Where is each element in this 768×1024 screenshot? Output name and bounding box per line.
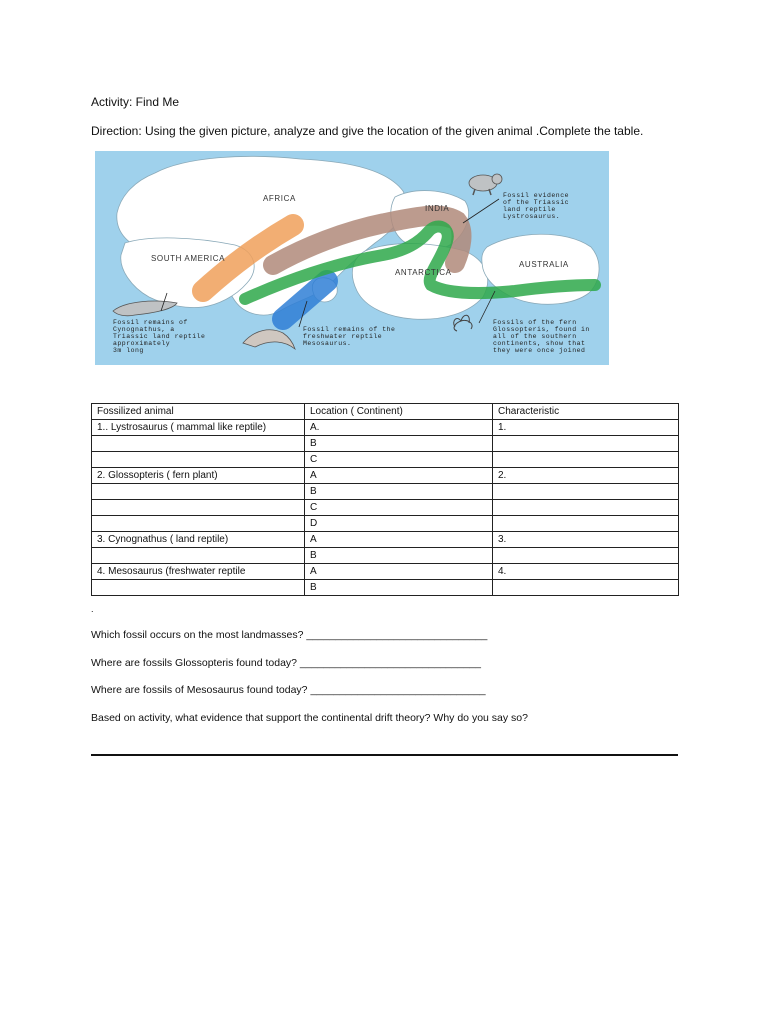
africa-label: AFRICA — [263, 194, 296, 203]
question-4: Based on activity, what evidence that support the continental drift theory? Why do you say so? — [91, 712, 528, 724]
table-header-cell: Characteristic — [493, 404, 679, 420]
note-line: approximately — [113, 340, 171, 347]
activity-title: Activity: Find Me — [91, 95, 180, 109]
table-cell: A — [305, 532, 493, 548]
table-cell: 1.. Lystrosaurus ( mammal like reptile) — [92, 420, 305, 436]
note-line: Fossil remains of — [113, 319, 188, 326]
table-cell: C — [305, 500, 493, 516]
question-3: Where are fossils of Mesosaurus found today? ______________________________ — [91, 684, 486, 696]
table-cell — [92, 436, 305, 452]
note-line: Fossils of the fern — [493, 319, 577, 326]
note-line: continents, show that — [493, 340, 586, 347]
table-header-cell: Fossilized animal — [92, 404, 305, 420]
table-cell — [92, 580, 305, 596]
table-cell: 1. — [493, 420, 679, 436]
table-row — [92, 500, 679, 516]
answer-line — [91, 754, 678, 756]
note-line: Cynognathus, a — [113, 326, 175, 333]
table-cell: C — [305, 452, 493, 468]
note-line: 3m long — [113, 347, 144, 354]
note-line: Glossopteris, found in — [493, 326, 590, 333]
table-cell: 3. Cynognathus ( land reptile) — [92, 532, 305, 548]
note-line: all of the southern — [493, 333, 577, 340]
note-line: Fossil evidence — [503, 192, 570, 199]
table-cell — [92, 548, 305, 564]
table-row — [92, 484, 679, 500]
glossopteris-note — [493, 319, 594, 354]
note-line: freshwater reptile — [303, 333, 383, 340]
table-cell: B — [305, 580, 493, 596]
table-cell — [493, 436, 679, 452]
table-cell: A — [305, 564, 493, 580]
table-cell — [493, 580, 679, 596]
table-row — [92, 516, 679, 532]
antarctica-label: ANTARCTICA — [395, 268, 452, 277]
table-cell — [92, 484, 305, 500]
table-cell — [92, 452, 305, 468]
table-cell: 4. — [493, 564, 679, 580]
table-cell: 4. Mesosaurus (freshwater reptile — [92, 564, 305, 580]
table-cell — [493, 452, 679, 468]
note-line: of the Triassic — [503, 199, 570, 206]
australia-label: AUSTRALIA — [519, 260, 569, 269]
table-row — [92, 580, 679, 596]
table-cell: B — [305, 548, 493, 564]
table-cell: B — [305, 436, 493, 452]
table-cell: B — [305, 484, 493, 500]
table-row — [92, 532, 679, 548]
direction-text: Direction: Using the given picture, analyze and give the location of the given animal .Complete the table. — [91, 124, 644, 138]
question-1: Which fossil occurs on the most landmasses? _______________________________ — [91, 629, 488, 641]
table-row — [92, 468, 679, 484]
note-line: Mesosaurus. — [303, 340, 352, 347]
gondwana-map-svg — [95, 151, 609, 365]
table-row — [92, 420, 679, 436]
table-header-row — [92, 404, 679, 420]
note-line: Fossil remains of the — [303, 326, 396, 333]
gondwana-map — [95, 151, 609, 365]
table-row — [92, 452, 679, 468]
stray-dot: . — [91, 604, 94, 614]
table-cell: D — [305, 516, 493, 532]
south-america-label: SOUTH AMERICA — [151, 254, 226, 263]
note-line: they were once joined — [493, 347, 586, 354]
table-cell: A — [305, 468, 493, 484]
note-line: Lystrosaurus. — [503, 213, 561, 220]
note-line: Triassic land reptile — [113, 333, 206, 340]
table-cell: 2. Glossopteris ( fern plant) — [92, 468, 305, 484]
fossil-table — [91, 403, 679, 596]
table-row — [92, 564, 679, 580]
table-header-cell: Location ( Continent) — [305, 404, 493, 420]
question-2: Where are fossils Glossopteris found today? _______________________________ — [91, 657, 481, 669]
table-row — [92, 436, 679, 452]
fossil-table-body — [92, 404, 679, 596]
india-label: INDIA — [425, 204, 450, 213]
table-cell — [92, 500, 305, 516]
table-cell — [493, 500, 679, 516]
table-cell — [493, 516, 679, 532]
table-cell: 3. — [493, 532, 679, 548]
table-cell — [493, 548, 679, 564]
table-cell — [493, 484, 679, 500]
table-row — [92, 548, 679, 564]
table-cell: 2. — [493, 468, 679, 484]
table-cell: A. — [305, 420, 493, 436]
note-line: land reptile — [503, 206, 556, 213]
table-cell — [92, 516, 305, 532]
